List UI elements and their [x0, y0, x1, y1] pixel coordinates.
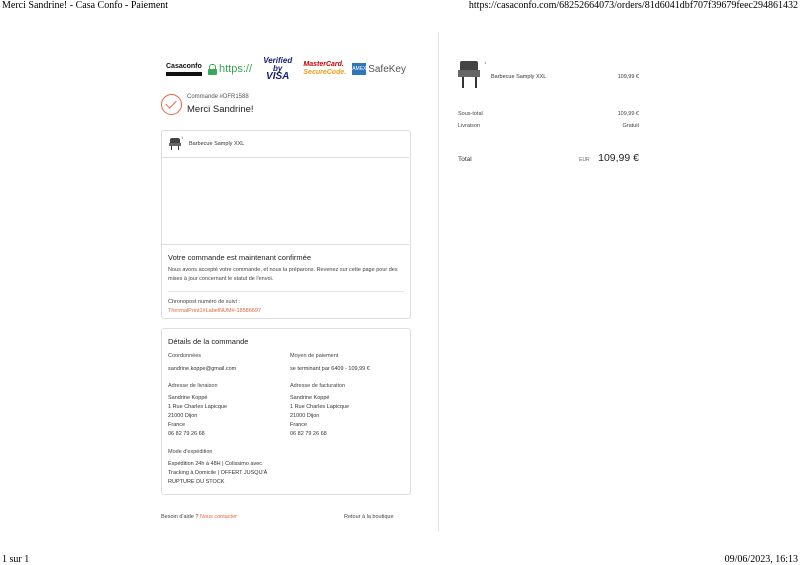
shipping-address-label: Adresse de livraison [168, 383, 218, 389]
billing-address: Sandrine Koppé 1 Rue Charles Lapicque 21000 Dijon France 06 82 79 26 68 [290, 395, 350, 437]
contact-label: Coordonnées [168, 353, 202, 359]
map-placeholder [161, 157, 409, 245]
summary-product-thumbnail [458, 61, 482, 89]
billing-address-label: Adresse de facturation [290, 383, 346, 389]
summary-item-name: Barbecue Samply XXL [491, 74, 547, 80]
shipping-value: Gratuit [622, 123, 639, 129]
shipping-method: Expédition 24h à 48H | Colissimo avec Tracking à Domicile | OFFERT JUSQU'À RUPTURE DU STOCK [168, 461, 268, 485]
total-amount: 109,99 € [598, 152, 639, 164]
subtotal-row [458, 111, 639, 117]
shipping-label: Livraison [458, 123, 481, 129]
https-badge: https:// [208, 63, 252, 75]
column-divider [438, 32, 439, 532]
casaconfo-logo: Casaconfo [166, 63, 202, 76]
lock-icon [208, 64, 217, 75]
total-row [458, 148, 639, 166]
payment-label: Moyen de paiement [290, 353, 339, 359]
help-text: Besoin d'aide ? Nous contacter [161, 514, 237, 520]
payment-value: se terminant par 6409 - 109,99 € [290, 366, 370, 372]
summary-item-price: 109,99 € [617, 74, 639, 80]
shipping-row [458, 123, 639, 129]
details-title: Détails de la commande [168, 337, 249, 346]
total-label: Total [458, 156, 472, 163]
tracking-link[interactable]: ThermalPrint1#LabelNUM#-18586697 [168, 308, 261, 314]
item-quantity-badge: 1 [181, 135, 184, 140]
subtotal-label: Sous-total [458, 111, 483, 117]
confirmation-title: Votre commande est maintenant confirmée [168, 253, 311, 262]
shipping-address: Sandrine Koppé 1 Rue Charles Lapicque 21000 Dijon France 06 82 79 26 68 [168, 395, 228, 437]
page-indicator: 1 sur 1 [2, 554, 30, 565]
page-title: Merci Sandrine! - Casa Confo - Paiement [2, 0, 169, 11]
back-to-shop-link[interactable]: Retour à la boutique [344, 514, 394, 520]
print-datetime: 09/06/2023, 16:13 [724, 554, 798, 565]
currency-code: EUR [579, 157, 590, 163]
confirmation-text: Nous avons accepté votre commande, et nous la préparons. Revenez sur cette page pour des mises à jour concernant le statut de l'envoi. [168, 267, 398, 282]
page-url: https://casaconfo.com/68252664073/orders/81d6041dbf707f39679feec294861432 [468, 0, 798, 11]
trust-logos [166, 56, 406, 82]
subtotal-value: 109,99 € [617, 111, 639, 117]
verified-by-visa-logo: Verified by VISA [263, 56, 293, 82]
amex-icon: AMEX [352, 63, 366, 75]
summary-quantity-badge: 1 [484, 60, 487, 65]
shipping-method-label: Mode d'expédition [168, 449, 213, 455]
item-name: Barbecue Samply XXL [189, 141, 245, 147]
thanks-heading: Merci Sandrine! [187, 104, 254, 115]
tracking-label: Chronopost numéro de suivi : [168, 299, 240, 305]
order-number: Commande #DFR1588 [187, 94, 249, 100]
amex-safekey-logo: AMEX SafeKey [352, 63, 406, 75]
contact-email: sandrine.koppe@gmail.com [168, 366, 237, 372]
checkmark-icon [161, 94, 182, 115]
product-thumbnail [169, 138, 181, 150]
mastercard-securecode-logo: MasterCard. SecureCode. [303, 61, 347, 76]
divider [168, 291, 404, 292]
contact-link[interactable]: Nous contacter [199, 514, 237, 520]
